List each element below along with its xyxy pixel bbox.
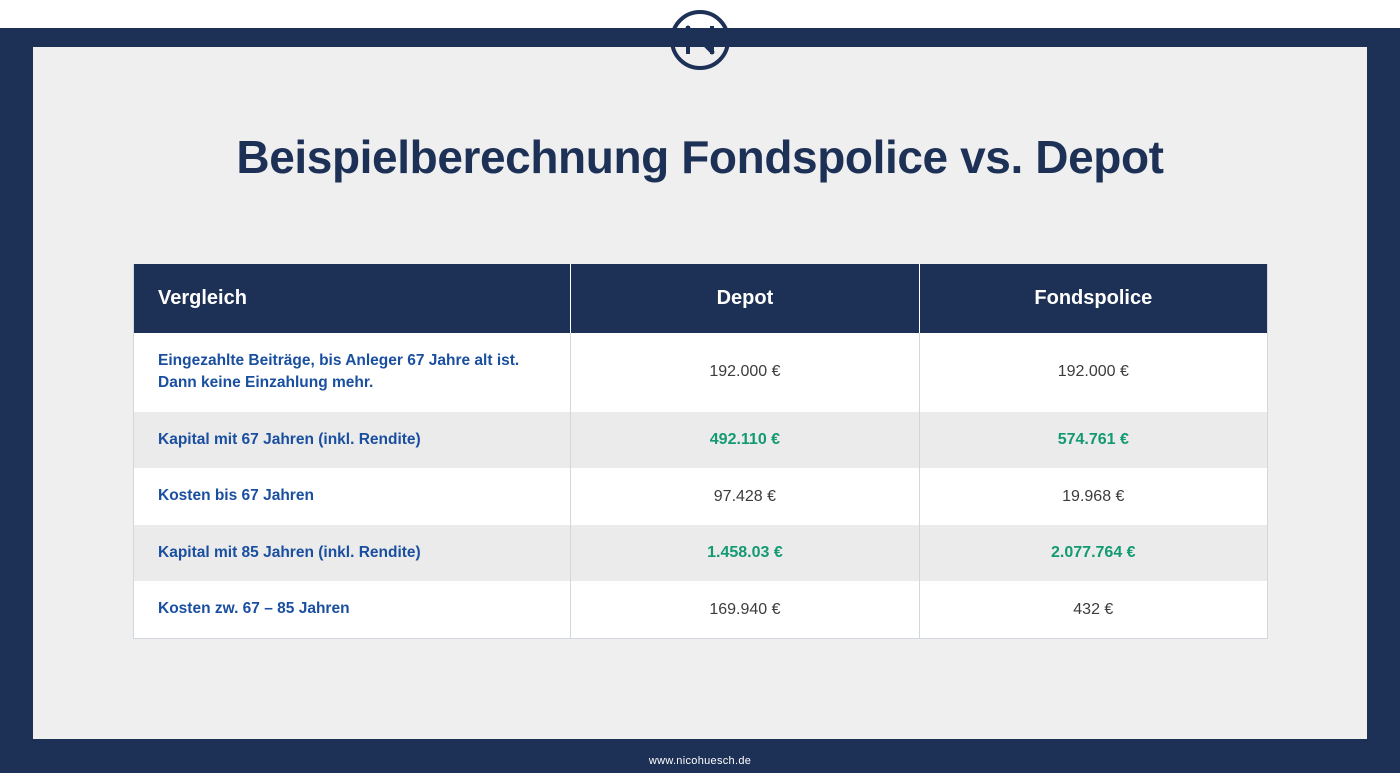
row-value-fondspolice: 574.761 € [1057,431,1129,449]
row-value-depot: 492.110 € [709,431,781,449]
nh-monogram-logo [668,8,732,72]
footer-url: www.nicohuesch.de [648,755,752,767]
page-title: Beispielberechnung Fondspolice vs. Depot [236,131,1164,183]
table-row [134,468,1267,524]
row-value-depot: 192.000 € [709,363,781,381]
row-label: Kapital mit 67 Jahren (inkl. Rendite) [158,430,421,448]
row-value-fondspolice: 19.968 € [1062,487,1125,505]
row-label: Eingezahlte Beiträge, bis Anleger 67 Jahre alt ist. Dann keine Einzahlung mehr. [158,352,520,392]
row-label: Kapital mit 85 Jahren (inkl. Rendite) [158,543,421,561]
row-label: Kosten zw. 67 – 85 Jahren [158,600,350,618]
row-value-depot: 97.428 € [713,487,777,505]
row-value-depot: 1.458.03 € [707,544,783,562]
table-header-row [134,264,1267,333]
table-row [134,525,1267,581]
row-value-fondspolice: 192.000 € [1057,363,1129,381]
table-row [134,333,1267,412]
row-value-fondspolice: 2.077.764 € [1051,544,1136,562]
row-value-fondspolice: 432 € [1073,600,1114,618]
table-row [134,412,1267,468]
table-row [134,581,1267,637]
side-label-tagline: Echte Anlageberatung [1376,346,1388,454]
side-label-company: Nico Hüsch GmbH [12,343,24,433]
column-header-depot: Depot [716,287,774,309]
column-header-fondspolice: Fondspolice [1034,287,1153,309]
column-header-comparison: Vergleich [158,287,247,309]
comparison-table [133,264,1268,639]
row-label: Kosten bis 67 Jahren [158,487,314,505]
row-value-depot: 169.940 € [709,600,781,618]
